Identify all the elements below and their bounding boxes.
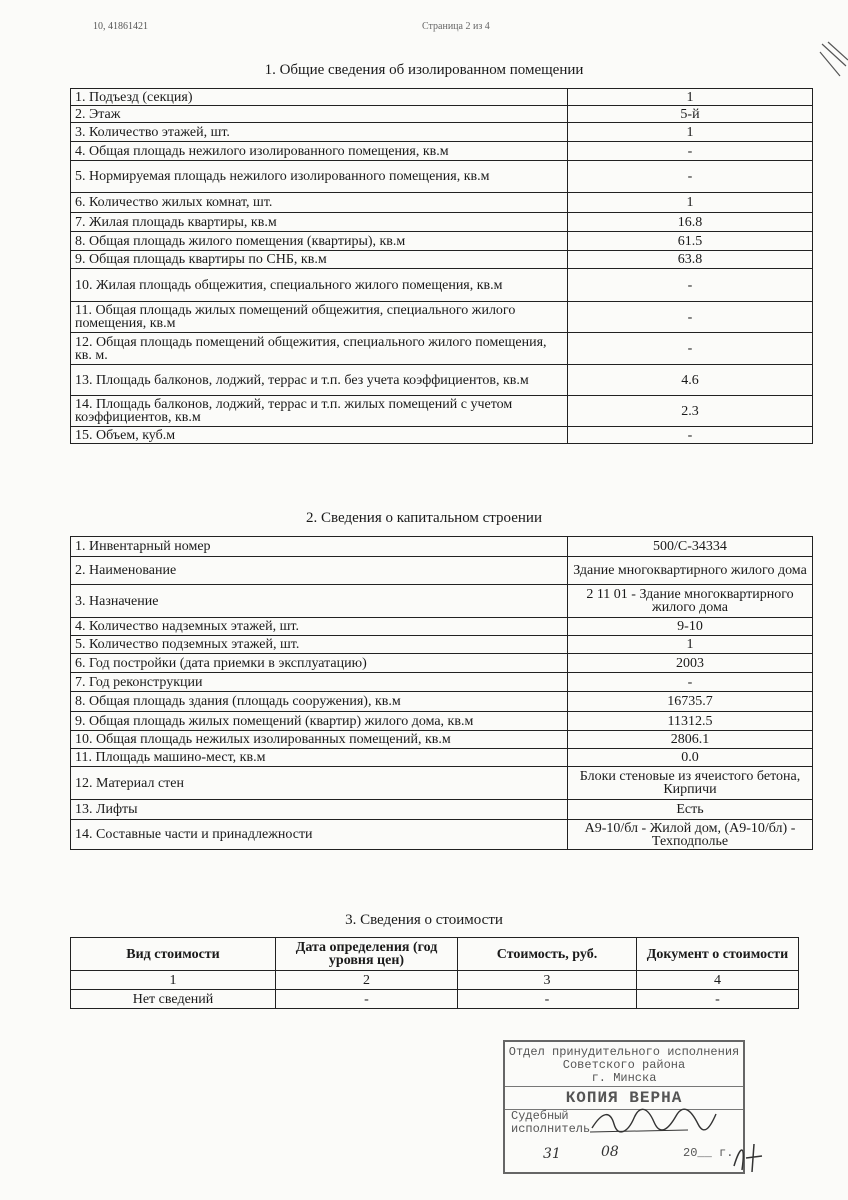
row-value: 61.5 xyxy=(568,232,813,251)
cost-cell: - xyxy=(276,990,458,1009)
row-label: 13. Площадь балконов, лоджий, террас и т.п. без учета коэффициентов, кв.м xyxy=(71,365,568,396)
cost-cell: - xyxy=(637,990,799,1009)
table-row xyxy=(71,333,813,365)
row-value: 1 xyxy=(568,636,813,654)
handwritten-signature xyxy=(588,1106,718,1136)
row-label: 7. Жилая площадь квартиры, кв.м xyxy=(71,213,568,232)
row-value: 16.8 xyxy=(568,213,813,232)
row-label: 14. Составные части и принадлежности xyxy=(71,820,568,850)
table-row xyxy=(71,427,813,444)
row-label: 12. Материал стен xyxy=(71,767,568,800)
row-label: 5. Нормируемая площадь нежилого изолированного помещения, кв.м xyxy=(71,161,568,193)
document-id: 10, 41861421 xyxy=(93,21,148,32)
row-label: 3. Назначение xyxy=(71,585,568,618)
cost-col-number: 2 xyxy=(276,971,458,990)
row-value: 1 xyxy=(568,89,813,106)
stamp-month: 08 xyxy=(601,1144,619,1160)
table-row xyxy=(71,251,813,269)
cost-number-row xyxy=(71,971,799,990)
row-value: 63.8 xyxy=(568,251,813,269)
section2-table xyxy=(70,536,813,850)
row-value: - xyxy=(568,427,813,444)
table-row xyxy=(71,557,813,585)
row-label: 10. Жилая площадь общежития, специального жилого помещения, кв.м xyxy=(71,269,568,302)
cost-col-number: 4 xyxy=(637,971,799,990)
table-row xyxy=(71,692,813,712)
row-value: 1 xyxy=(568,193,813,213)
row-value: 2.3 xyxy=(568,396,813,427)
cost-header: Дата определения (год уровня цен) xyxy=(276,938,458,971)
row-value: А9-10/бл - Жилой дом, (А9-10/бл) - Техподполье xyxy=(568,820,813,850)
stamp-day: 31 xyxy=(543,1146,561,1162)
page-number: Страница 2 из 4 xyxy=(422,21,490,32)
cost-header: Документ о стоимости xyxy=(637,938,799,971)
row-value: - xyxy=(568,302,813,333)
section2-title: 2. Сведения о капитальном строении xyxy=(306,510,542,526)
table-row xyxy=(71,193,813,213)
row-value: 2003 xyxy=(568,654,813,673)
row-value: 2 11 01 - Здание многоквартирного жилого дома xyxy=(568,585,813,618)
cost-header-row xyxy=(71,938,799,971)
row-value: 2806.1 xyxy=(568,731,813,749)
stamp-org-line: г. Минска xyxy=(591,1071,657,1085)
cost-cell: - xyxy=(458,990,637,1009)
stamp-org-line: Отдел принудительного исполнения xyxy=(508,1045,740,1059)
section1-title: 1. Общие сведения об изолированном помещении xyxy=(264,62,584,78)
row-value: 5-й xyxy=(568,106,813,123)
stamp-role-line: Судебный xyxy=(511,1109,569,1123)
row-value: - xyxy=(568,673,813,692)
table-row xyxy=(71,269,813,302)
table-row xyxy=(71,106,813,123)
row-label: 11. Площадь машино-мест, кв.м xyxy=(71,749,568,767)
row-label: 6. Год постройки (дата приемки в эксплуатацию) xyxy=(71,654,568,673)
row-value: 9-10 xyxy=(568,618,813,636)
row-value: - xyxy=(568,333,813,365)
row-label: 9. Общая площадь жилых помещений (квартир) жилого дома, кв.м xyxy=(71,712,568,731)
table-row xyxy=(71,123,813,142)
table-row xyxy=(71,161,813,193)
handwritten-mark xyxy=(728,1136,768,1176)
row-value: - xyxy=(568,161,813,193)
row-label: 8. Общая площадь здания (площадь сооружения), кв.м xyxy=(71,692,568,712)
table-row xyxy=(71,89,813,106)
table-row xyxy=(71,673,813,692)
table-row xyxy=(71,749,813,767)
stamp-role xyxy=(511,1110,590,1136)
stamp-copy-verified: КОПИЯ ВЕРНА xyxy=(505,1087,743,1110)
table-row xyxy=(71,767,813,800)
row-label: 9. Общая площадь квартиры по СНБ, кв.м xyxy=(71,251,568,269)
row-label: 8. Общая площадь жилого помещения (квартиры), кв.м xyxy=(71,232,568,251)
row-value: Здание многоквартирного жилого дома xyxy=(568,557,813,585)
row-label: 10. Общая площадь нежилых изолированных помещений, кв.м xyxy=(71,731,568,749)
row-value: 16735.7 xyxy=(568,692,813,712)
table-row xyxy=(71,302,813,333)
scan-edge-mark xyxy=(818,40,848,80)
row-label: 6. Количество жилых комнат, шт. xyxy=(71,193,568,213)
section3-title: 3. Сведения о стоимости xyxy=(345,912,503,928)
cost-col-number: 1 xyxy=(71,971,276,990)
row-value: Есть xyxy=(568,800,813,820)
row-label: 12. Общая площадь помещений общежития, специального жилого помещения, кв. м. xyxy=(71,333,568,365)
table-row xyxy=(71,712,813,731)
row-label: 4. Общая площадь нежилого изолированного помещения, кв.м xyxy=(71,142,568,161)
table-row xyxy=(71,142,813,161)
stamp-year: 20__ г. xyxy=(683,1146,734,1160)
row-value: 0.0 xyxy=(568,749,813,767)
cost-cell: Нет сведений xyxy=(71,990,276,1009)
table-row xyxy=(71,618,813,636)
table-row xyxy=(71,731,813,749)
stamp-org-line: Советского района xyxy=(562,1058,686,1072)
row-label: 1. Подъезд (секция) xyxy=(71,89,568,106)
row-label: 15. Объем, куб.м xyxy=(71,427,568,444)
row-label: 14. Площадь балконов, лоджий, террас и т.п. жилых помещений с учетом коэффициентов, кв.м xyxy=(71,396,568,427)
table-row xyxy=(71,213,813,232)
row-value: 4.6 xyxy=(568,365,813,396)
row-value: 1 xyxy=(568,123,813,142)
row-label: 7. Год реконструкции xyxy=(71,673,568,692)
row-label: 2. Наименование xyxy=(71,557,568,585)
cost-header: Стоимость, руб. xyxy=(458,938,637,971)
row-label: 4. Количество надземных этажей, шт. xyxy=(71,618,568,636)
row-value: Блоки стеновые из ячеистого бетона, Кирпичи xyxy=(568,767,813,800)
row-value: 11312.5 xyxy=(568,712,813,731)
row-label: 1. Инвентарный номер xyxy=(71,537,568,557)
row-value: - xyxy=(568,269,813,302)
row-label: 11. Общая площадь жилых помещений общежития, специального жилого помещения, кв.м xyxy=(71,302,568,333)
row-value: 500/С-34334 xyxy=(568,537,813,557)
stamp-organization xyxy=(505,1042,743,1087)
row-label: 2. Этаж xyxy=(71,106,568,123)
table-row xyxy=(71,636,813,654)
table-row xyxy=(71,800,813,820)
table-row xyxy=(71,585,813,618)
table-row xyxy=(71,654,813,673)
cost-data-row xyxy=(71,990,799,1009)
row-label: 3. Количество этажей, шт. xyxy=(71,123,568,142)
table-row xyxy=(71,232,813,251)
section1-table xyxy=(70,88,813,444)
section3-table xyxy=(70,937,799,1009)
table-row xyxy=(71,365,813,396)
row-label: 13. Лифты xyxy=(71,800,568,820)
cost-header: Вид стоимости xyxy=(71,938,276,971)
row-label: 5. Количество подземных этажей, шт. xyxy=(71,636,568,654)
cost-col-number: 3 xyxy=(458,971,637,990)
table-row xyxy=(71,537,813,557)
row-value: - xyxy=(568,142,813,161)
table-row xyxy=(71,820,813,850)
stamp-role-line: исполнитель xyxy=(511,1122,591,1136)
table-row xyxy=(71,396,813,427)
